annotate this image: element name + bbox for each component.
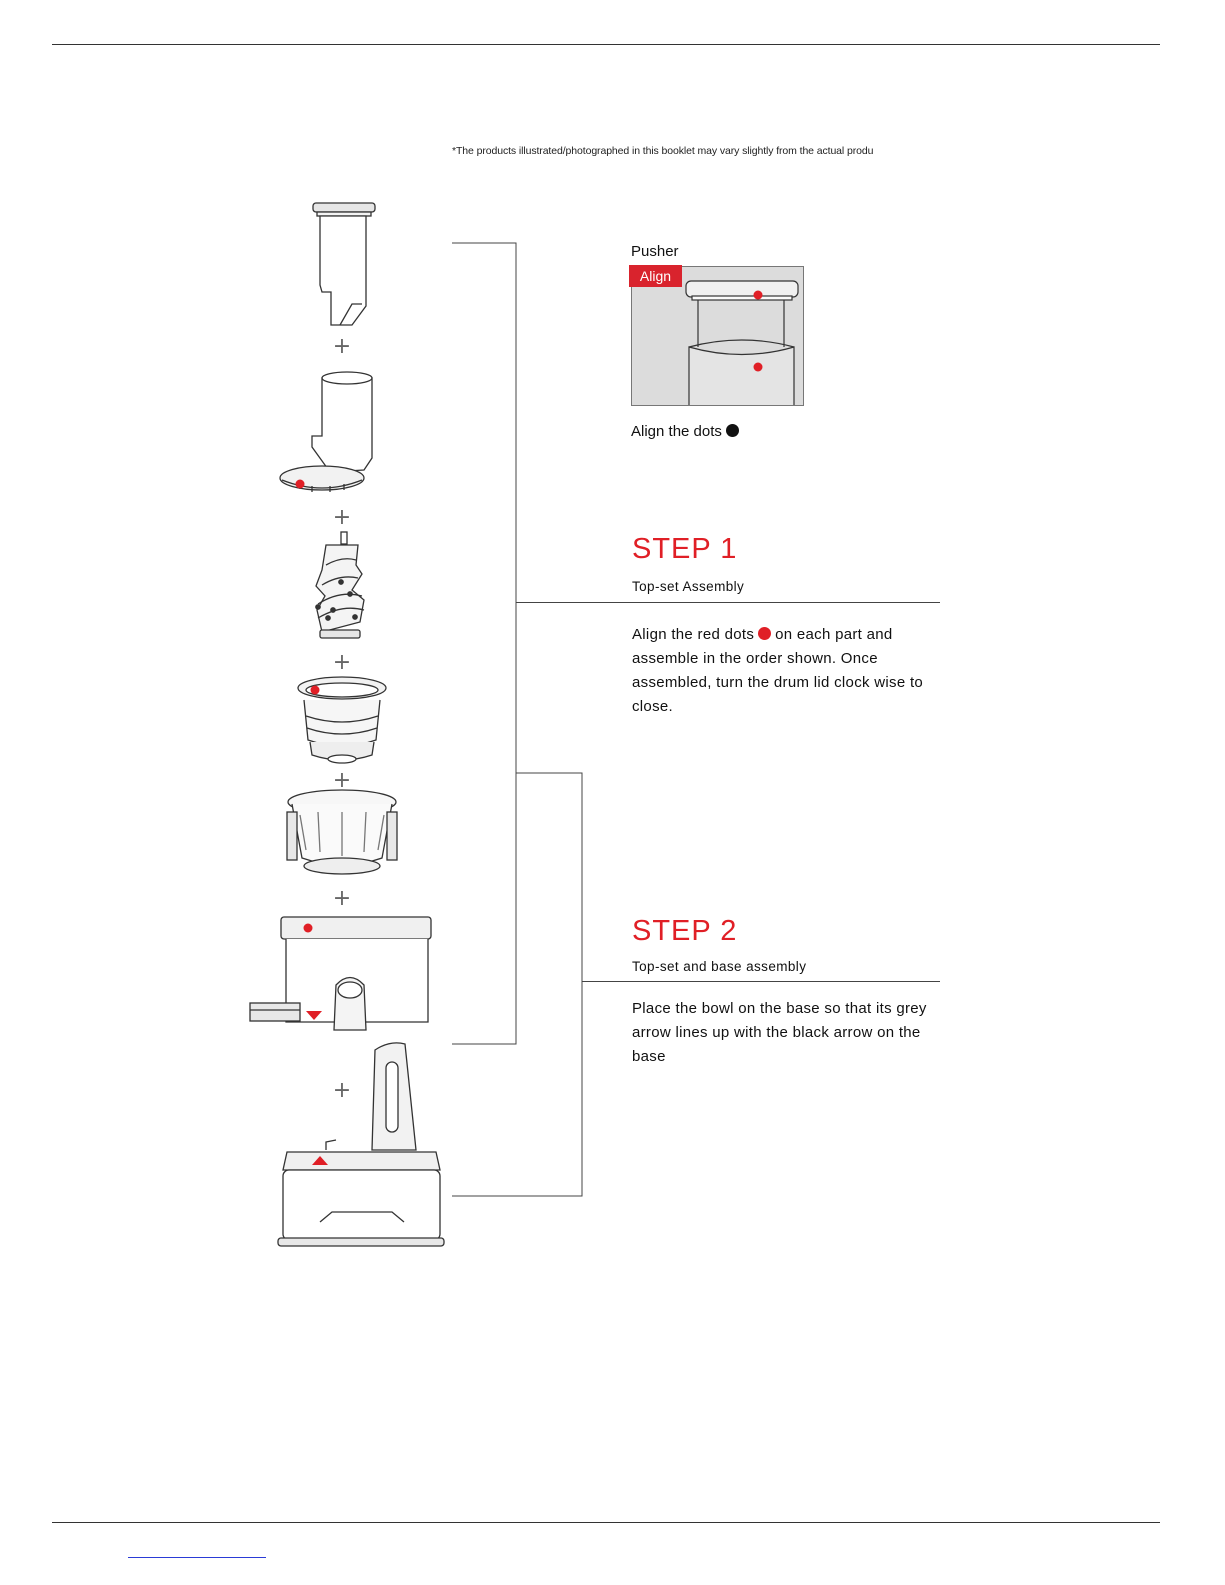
pusher-detail-image: [631, 266, 804, 406]
hopper-part-illustration: [280, 372, 372, 492]
pusher-bottom-red-dot: [754, 363, 763, 372]
strainer-red-dot: [311, 686, 320, 695]
pusher-closeup-illustration: [632, 267, 804, 406]
align-badge: Align: [629, 265, 682, 287]
step1-body-end: on each part and assemble in the order shown. Once assembled, turn the drum lid clock wise to close.: [632, 626, 924, 715]
step1-subtitle: Top-set Assembly: [632, 579, 745, 594]
hopper-red-dot: [296, 480, 305, 489]
red-dot-icon: [758, 627, 771, 640]
pusher-top-red-dot: [754, 291, 763, 300]
pusher-caption-text: Align the dots: [631, 423, 722, 440]
plus-sign-2: +: [332, 505, 352, 530]
auger-part-illustration: [316, 532, 364, 638]
plus-sign-3: +: [332, 650, 352, 675]
step1-body: [632, 623, 942, 719]
pusher-detail-title: Pusher: [631, 243, 679, 260]
pusher-caption: [631, 423, 739, 440]
footer-link-underline[interactable]: [128, 1557, 266, 1558]
motor-base-part-illustration: [278, 1043, 444, 1246]
step2-subtitle: Top-set and base assembly: [632, 959, 807, 974]
plus-sign-4: +: [332, 768, 352, 793]
juicing-bowl-part-illustration: [250, 917, 431, 1030]
black-dot-icon: [726, 424, 739, 437]
footer-rule: [52, 1522, 1160, 1523]
step2-bracket: [452, 773, 582, 1196]
plus-sign-6: +: [332, 1078, 352, 1103]
plus-sign-1: +: [332, 334, 352, 359]
step2-title: STEP 2: [632, 915, 738, 947]
rotating-brush-part-illustration: [287, 790, 397, 874]
pusher-part-illustration: [313, 203, 375, 325]
step2-divider: [582, 981, 940, 982]
plus-sign-5: +: [332, 886, 352, 911]
bowl-red-dot: [304, 924, 313, 933]
step2-body: Place the bowl on the base so that its grey arrow lines up with the black arrow on the base: [632, 1000, 927, 1065]
disclaimer-text: *The products illustrated/photographed in this booklet may vary slightly from the actual produ: [452, 145, 874, 157]
step1-title: STEP 1: [632, 533, 738, 565]
step1-divider: [516, 602, 940, 603]
step1-bracket: [452, 243, 516, 1044]
step1-body-start: Align the red dots: [632, 626, 755, 643]
